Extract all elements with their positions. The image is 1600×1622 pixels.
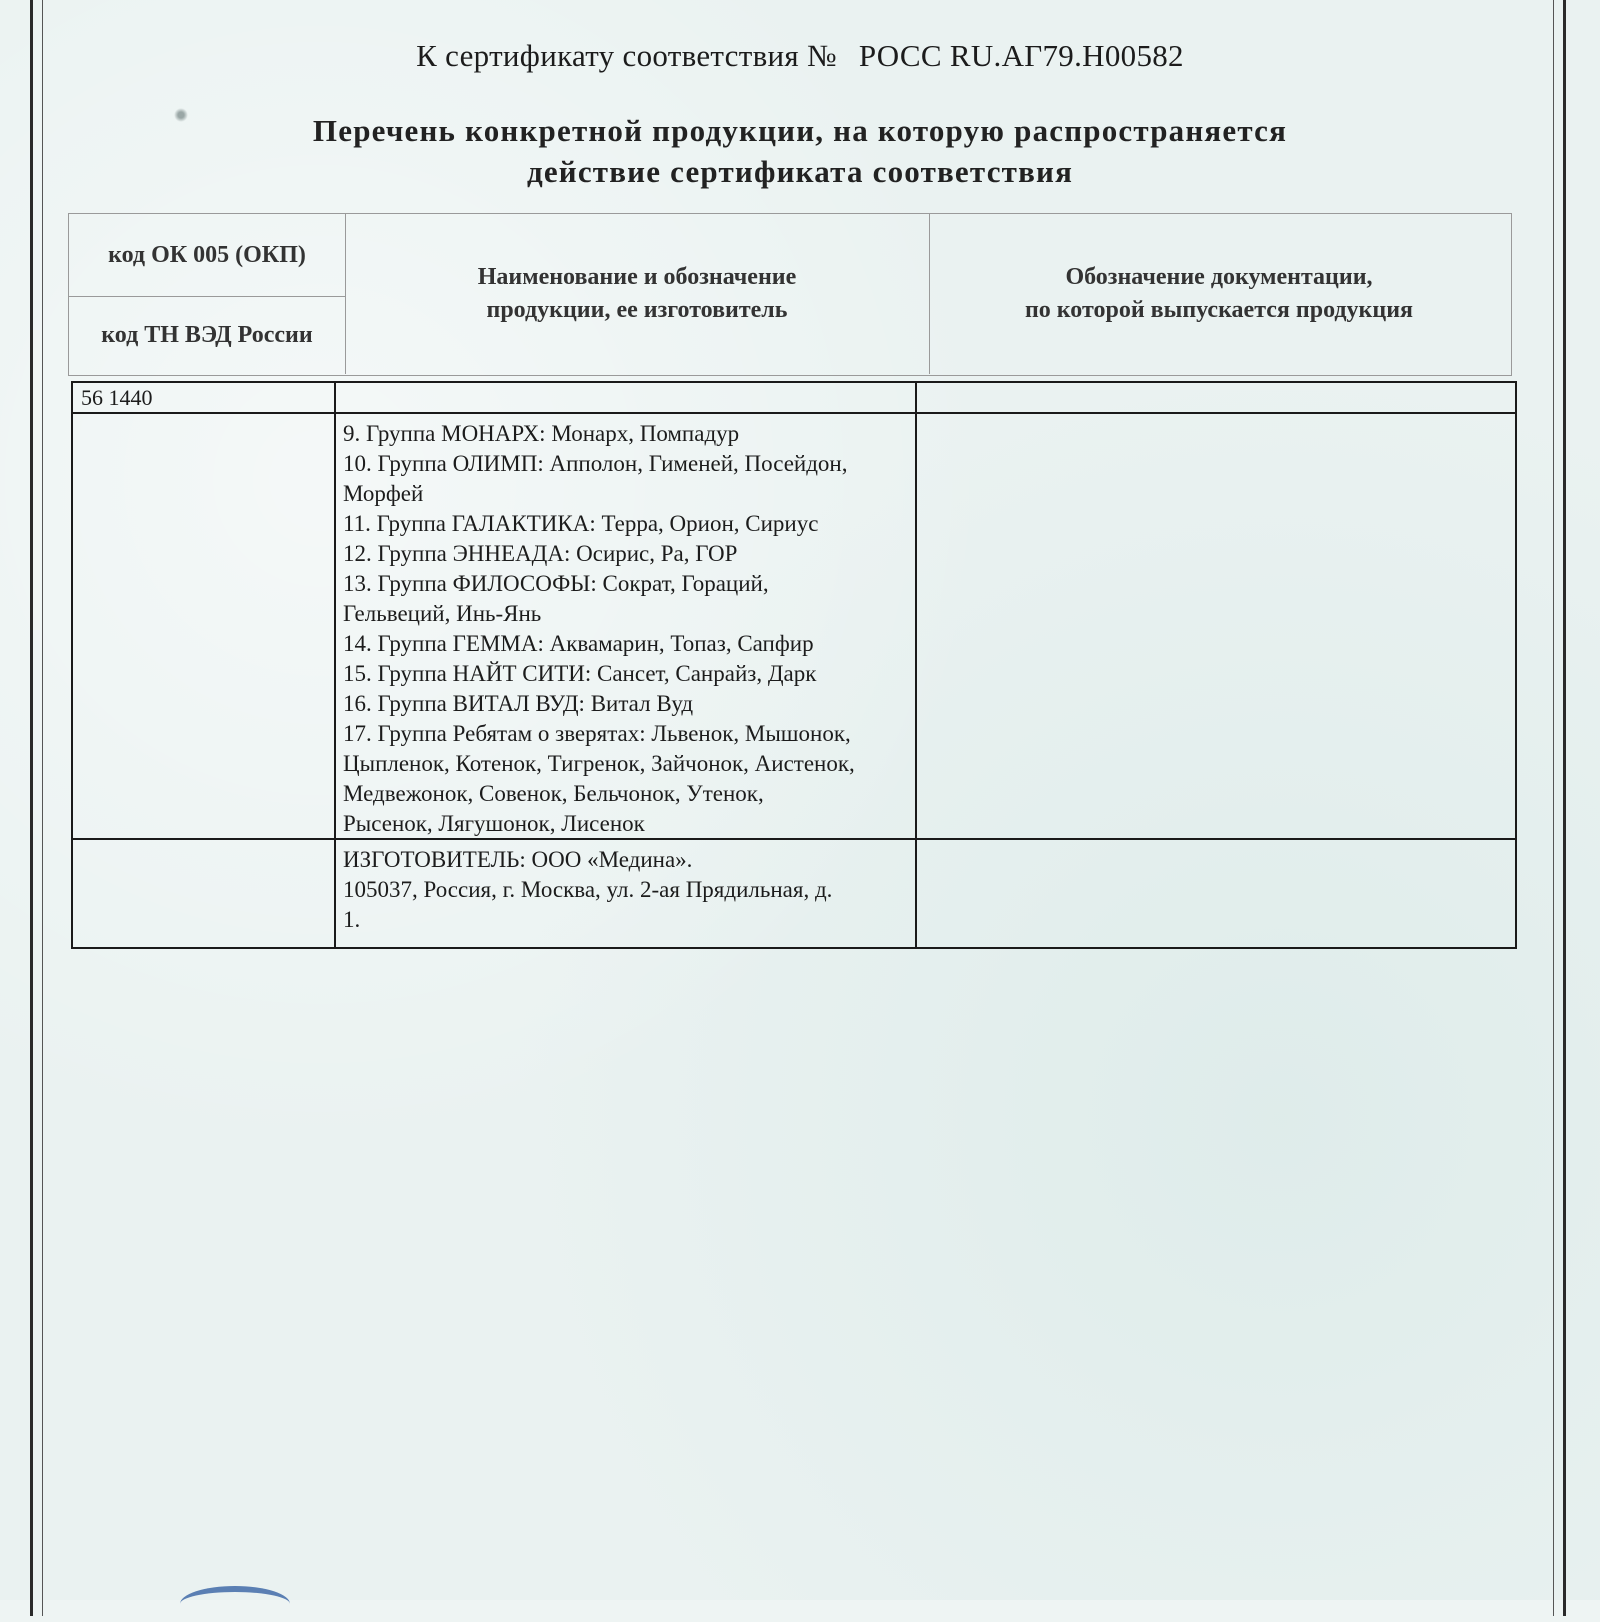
list-item: 17. Группа Ребятам о зверятах: Львенок, Мышонок, [343, 721, 851, 746]
header-product-column [345, 214, 930, 374]
header-code-okp: код ОК 005 (ОКП) [69, 214, 345, 297]
manufacturer-line: 1. [343, 907, 361, 932]
header-code-tnved: код ТН ВЭД России [101, 321, 313, 348]
list-item: Гельвеций, Инь-Янь [343, 601, 542, 626]
list-item: 13. Группа ФИЛОСОФЫ: Сократ, Гораций, [343, 571, 769, 596]
stamp-fragment [180, 1586, 290, 1622]
row-divider-1 [73, 412, 1515, 414]
certificate-prefix: К сертификату соответствия № [416, 38, 837, 73]
header-doc-line-1: Обозначение документации, [1065, 264, 1373, 290]
certificate-number: РОСС RU.АГ79.Н00582 [858, 38, 1184, 73]
list-item: 15. Группа НАЙТ СИТИ: Сансет, Санрайз, Дарк [343, 661, 817, 686]
list-item: Рысенок, Лягушонок, Лисенок [343, 811, 645, 836]
header-documentation-column [929, 214, 1509, 374]
list-item: 12. Группа ЭННЕАДА: Осирис, Ра, ГОР [343, 541, 738, 566]
manufacturer-info [343, 845, 917, 935]
table-header [68, 213, 1512, 376]
list-title-line-1: Перечень конкретной продукции, на которую распространяется [312, 113, 1288, 148]
list-item: Морфей [343, 481, 424, 506]
product-list [343, 419, 917, 839]
certificate-reference [0, 38, 1600, 74]
header-doc-line-2: по которой выпускается продукция [1024, 297, 1414, 323]
list-item: 9. Группа МОНАРХ: Монарх, Помпадур [343, 421, 740, 446]
list-item: 16. Группа ВИТАЛ ВУД: Витал Вуд [343, 691, 694, 716]
manufacturer-line: 105037, Россия, г. Москва, ул. 2-ая Прядильная, д. [343, 877, 833, 902]
list-title-line-2: действие сертификата соответствия [526, 154, 1074, 189]
header-code-column [69, 214, 346, 374]
list-item: Цыпленок, Котенок, Тигренок, Зайчонок, Аистенок, [343, 751, 855, 776]
header-product-line-1: Наименование и обозначение [477, 264, 797, 290]
code-value: 56 1440 [81, 385, 153, 410]
header-product-line-2: продукции, ее изготовитель [486, 297, 788, 323]
list-item: 14. Группа ГЕММА: Аквамарин, Топаз, Сапфир [343, 631, 814, 656]
list-item: Медвежонок, Совенок, Бельчонок, Утенок, [343, 781, 764, 806]
column-divider-1 [334, 383, 336, 947]
list-item: 11. Группа ГАЛАКТИКА: Терра, Орион, Сириус [343, 511, 819, 536]
table-body [71, 381, 1517, 949]
list-item: 10. Группа ОЛИМП: Апполон, Гименей, Посейдон, [343, 451, 848, 476]
manufacturer-line: ИЗГОТОВИТЕЛЬ: ООО «Медина». [343, 847, 693, 872]
list-title [0, 110, 1600, 192]
